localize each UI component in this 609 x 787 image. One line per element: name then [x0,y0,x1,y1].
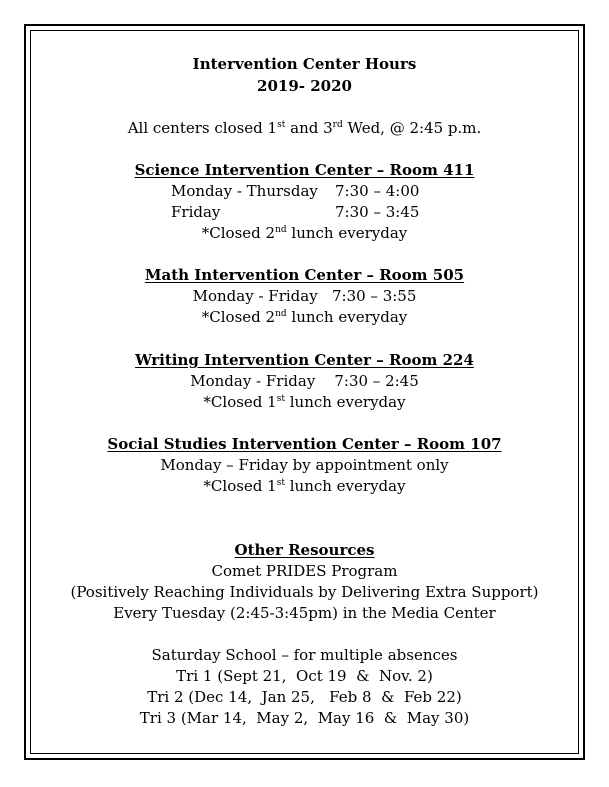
math-hours: Monday - Friday 7:30 – 3:55 [192,287,417,305]
science-note-text-2: lunch everyday [286,224,408,242]
social-studies-heading: Social Studies Intervention Center – Room 107 [107,435,502,453]
writing-note-text: *Closed 1 [203,393,277,411]
prides-schedule: Every Tuesday (2:45-3:45pm) in the Media Center [113,604,496,622]
other-resources-heading: Other Resources [234,541,375,559]
social-note-text-2: lunch everyday [284,477,406,495]
writing-heading: Writing Intervention Center – Room 224 [135,351,474,369]
prides-description: (Positively Reaching Individuals by Delivering Extra Support) [70,583,539,601]
math-note-sup: nd [275,309,287,319]
science-heading: Science Intervention Center – Room 411 [134,161,475,179]
math-heading: Math Intervention Center – Room 505 [144,266,465,284]
social-studies-hours: Monday – Friday by appointment only [160,456,449,474]
science-row1-day: Monday - Thursday [171,182,318,200]
science-note-text: *Closed 2 [201,224,276,242]
social-note-sup: st [276,478,285,488]
closure-notice [30,118,579,139]
saturday-school: Saturday School – for multiple absences [151,646,458,664]
social-note-text: *Closed 1 [203,477,277,495]
writing-note-text-2: lunch everyday [284,393,406,411]
writing-note-sup: st [276,394,285,404]
science-note-sup: nd [275,225,287,235]
closure-text-1: All centers closed 1 [127,119,278,137]
document-title: Intervention Center Hours [192,55,417,73]
school-year: 2019- 2020 [257,77,352,95]
saturday-tri-1: Tri 1 (Sept 21, Oct 19 & Nov. 2) [176,667,433,685]
social-studies-note [30,476,579,497]
closure-sup-1: st [277,120,286,130]
science-row2-day: Friday [171,203,221,221]
math-note [30,307,579,328]
math-note-text: *Closed 2 [201,308,276,326]
math-note-text-2: lunch everyday [286,308,408,326]
closure-sup-2: rd [332,120,343,130]
prides-program: Comet PRIDES Program [211,562,398,580]
saturday-tri-2: Tri 2 (Dec 14, Jan 25, Feb 8 & Feb 22) [147,688,462,706]
science-row1-time: 7:30 – 4:00 [335,182,420,200]
writing-hours: Monday - Friday 7:30 – 2:45 [190,372,419,390]
saturday-tri-3: Tri 3 (Mar 14, May 2, May 16 & May 30) [139,709,470,727]
science-note [30,223,579,244]
closure-text-2: and 3 [285,119,333,137]
closure-text-3: Wed, @ 2:45 p.m. [342,119,482,137]
science-row2-time: 7:30 – 3:45 [335,203,420,221]
writing-note [30,392,579,413]
